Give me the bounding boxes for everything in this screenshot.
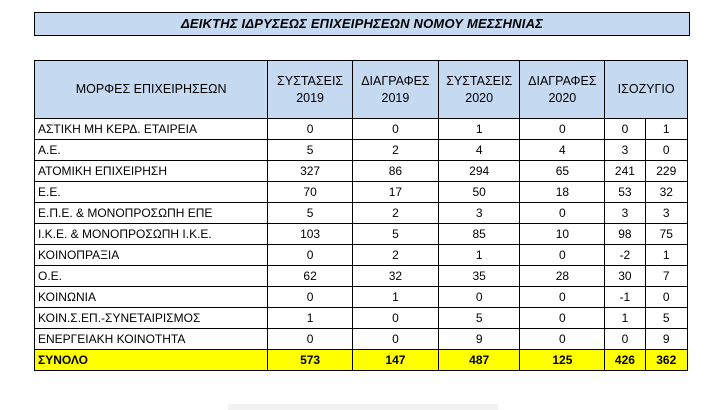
cell-value: 4 xyxy=(520,140,605,161)
table-row xyxy=(35,329,688,350)
table-row xyxy=(35,182,688,203)
cell-value: 9 xyxy=(438,329,520,350)
cell-value: 65 xyxy=(520,161,605,182)
table-row xyxy=(35,266,688,287)
row-label: Ι.Κ.Ε. & ΜΟΝΟΠΡΟΣΩΠΗ Ι.Κ.Ε. xyxy=(35,224,268,245)
cell-value: 70 xyxy=(268,182,353,203)
cell-value: 1 xyxy=(645,245,687,266)
table-row xyxy=(35,203,688,224)
cell-value: 103 xyxy=(268,224,353,245)
cell-value: 10 xyxy=(520,224,605,245)
cell-value: 1 xyxy=(605,308,645,329)
cell-value: 327 xyxy=(268,161,353,182)
row-label: Ο.Ε. xyxy=(35,266,268,287)
cell-value: 17 xyxy=(353,182,439,203)
cell-value: 5 xyxy=(353,224,439,245)
page-divider xyxy=(228,404,498,410)
table-row xyxy=(35,161,688,182)
cell-value: 0 xyxy=(268,329,353,350)
cell-value: 28 xyxy=(520,266,605,287)
cell-value: 0 xyxy=(645,287,687,308)
cell-value: 2 xyxy=(353,245,439,266)
row-label: ΚΟΙΝ.Σ.ΕΠ.-ΣΥΝΕΤΑΙΡΙΣΜΟΣ xyxy=(35,308,268,329)
cell-value: -2 xyxy=(605,245,645,266)
cell-value: 229 xyxy=(645,161,687,182)
total-value: 426 xyxy=(605,350,645,371)
row-label: ΚΟΙΝΩΝΙΑ xyxy=(35,287,268,308)
cell-value: 32 xyxy=(353,266,439,287)
total-value: 362 xyxy=(645,350,687,371)
cell-value: 294 xyxy=(438,161,520,182)
total-value: 573 xyxy=(268,350,353,371)
header-establishments-2020 xyxy=(438,61,520,119)
cell-value: 0 xyxy=(605,119,645,140)
cell-value: 0 xyxy=(520,287,605,308)
row-label: Ε.Π.Ε. & ΜΟΝΟΠΡΟΣΩΠΗ ΕΠΕ xyxy=(35,203,268,224)
header-label: ΣΥΣΤΑΣΕΙΣ xyxy=(277,73,344,88)
page-title: ΔΕΙΚΤΗΣ ΙΔΡΥΣΕΩΣ ΕΠΙΧΕΙΡΗΣΕΩΝ ΝΟΜΟΥ ΜΕΣΣΗΝΙΑΣ xyxy=(34,12,690,36)
cell-value: 0 xyxy=(520,119,605,140)
total-value: 487 xyxy=(438,350,520,371)
total-value: 147 xyxy=(353,350,439,371)
header-label: ΔΙΑΓΡΑΦΕΣ xyxy=(528,73,597,88)
cell-value: 0 xyxy=(438,287,520,308)
total-label: ΣΥΝΟΛΟ xyxy=(35,350,268,371)
cell-value: 75 xyxy=(645,224,687,245)
header-deletions-2020 xyxy=(520,61,605,119)
cell-value: -1 xyxy=(605,287,645,308)
total-value: 125 xyxy=(520,350,605,371)
cell-value: 3 xyxy=(645,203,687,224)
cell-value: 0 xyxy=(645,140,687,161)
cell-value: 0 xyxy=(268,287,353,308)
row-label: ΕΝΕΡΓΕΙΑΚΗ ΚΟΙΝΟΤΗΤΑ xyxy=(35,329,268,350)
cell-value: 5 xyxy=(438,308,520,329)
header-establishments-2019 xyxy=(268,61,353,119)
cell-value: 3 xyxy=(605,140,645,161)
cell-value: 1 xyxy=(268,308,353,329)
header-year: 2019 xyxy=(381,90,410,105)
business-formation-table xyxy=(34,60,688,371)
cell-value: 98 xyxy=(605,224,645,245)
cell-value: 0 xyxy=(268,119,353,140)
cell-value: 86 xyxy=(353,161,439,182)
header-year: 2020 xyxy=(465,90,494,105)
header-balance: ΙΣΟΖΥΓΙΟ xyxy=(605,61,688,119)
cell-value: 85 xyxy=(438,224,520,245)
cell-value: 3 xyxy=(438,203,520,224)
cell-value: 1 xyxy=(438,245,520,266)
cell-value: 53 xyxy=(605,182,645,203)
cell-value: 0 xyxy=(353,119,439,140)
cell-value: 30 xyxy=(605,266,645,287)
table-row xyxy=(35,119,688,140)
cell-value: 0 xyxy=(520,203,605,224)
row-label: ΑΤΟΜΙΚΗ ΕΠΙΧΕΙΡΗΣΗ xyxy=(35,161,268,182)
header-label: ΣΥΣΤΑΣΕΙΣ xyxy=(446,73,513,88)
table-row xyxy=(35,224,688,245)
table-row xyxy=(35,245,688,266)
cell-value: 18 xyxy=(520,182,605,203)
header-year: 2020 xyxy=(548,90,577,105)
cell-value: 32 xyxy=(645,182,687,203)
cell-value: 5 xyxy=(268,140,353,161)
cell-value: 0 xyxy=(520,245,605,266)
cell-value: 0 xyxy=(605,329,645,350)
cell-value: 2 xyxy=(353,140,439,161)
cell-value: 0 xyxy=(353,308,439,329)
row-label: ΚΟΙΝΟΠΡΑΞΙΑ xyxy=(35,245,268,266)
table-row xyxy=(35,287,688,308)
row-label: Α.Ε. xyxy=(35,140,268,161)
table-row xyxy=(35,308,688,329)
total-row xyxy=(35,350,688,371)
table-row xyxy=(35,140,688,161)
header-year: 2019 xyxy=(296,90,324,105)
cell-value: 0 xyxy=(520,308,605,329)
header-deletions-2019 xyxy=(353,61,439,119)
cell-value: 1 xyxy=(438,119,520,140)
row-label: Ε.Ε. xyxy=(35,182,268,203)
cell-value: 4 xyxy=(438,140,520,161)
cell-value: 62 xyxy=(268,266,353,287)
cell-value: 2 xyxy=(353,203,439,224)
cell-value: 35 xyxy=(438,266,520,287)
row-label: ΑΣΤΙΚΗ ΜΗ ΚΕΡΔ. ΕΤΑΙΡΕΙΑ xyxy=(35,119,268,140)
cell-value: 1 xyxy=(353,287,439,308)
cell-value: 9 xyxy=(645,329,687,350)
header-label: ΔΙΑΓΡΑΦΕΣ xyxy=(361,73,430,88)
cell-value: 5 xyxy=(268,203,353,224)
cell-value: 3 xyxy=(605,203,645,224)
cell-value: 7 xyxy=(645,266,687,287)
cell-value: 5 xyxy=(645,308,687,329)
header-forms: ΜΟΡΦΕΣ ΕΠΙΧΕΙΡΗΣΕΩΝ xyxy=(35,61,268,119)
cell-value: 0 xyxy=(520,329,605,350)
cell-value: 1 xyxy=(645,119,687,140)
cell-value: 241 xyxy=(605,161,645,182)
cell-value: 0 xyxy=(353,329,439,350)
cell-value: 0 xyxy=(268,245,353,266)
header-row xyxy=(35,61,688,119)
cell-value: 50 xyxy=(438,182,520,203)
